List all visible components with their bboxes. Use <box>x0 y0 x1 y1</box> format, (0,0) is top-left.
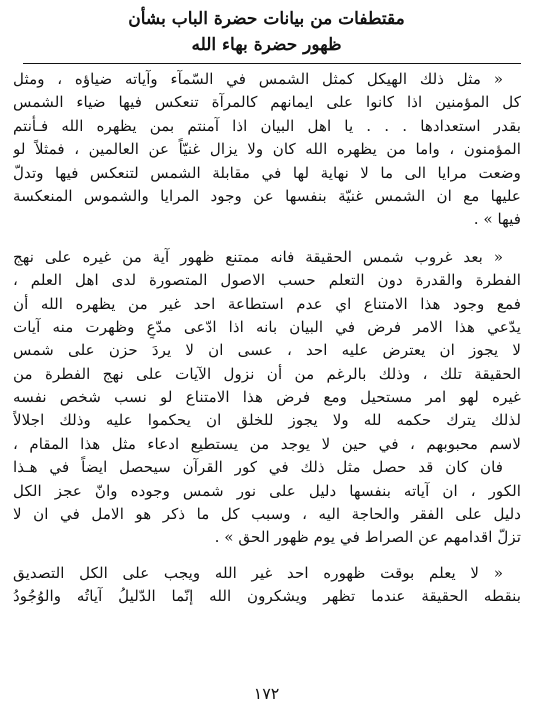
text-line: تزلّ اقدامهم عن الصراط في يوم ظهور الحق » . <box>214 528 521 547</box>
text-line: الكور ، ان آياته بنفسها دليل على نور شمس وجوده وانّ عجز الكل <box>13 481 521 500</box>
text-line: لا يجوز ان يعترض عليه احد ، عسى ان لا يردَ حزن على شمس <box>13 341 521 360</box>
text-line: وضعت مرايا الى ما لا نهاية لها في مقابلة الشمس لتنعكس فيها وتدلّ <box>13 163 521 182</box>
paragraph-spacer <box>13 550 521 562</box>
text-line: فيها » . <box>473 210 521 229</box>
text-line: المؤمنون ، واما من يظهره الله كان ولا يزال غنيّاً عن العالمين ، فمثلاً لو <box>13 140 521 159</box>
text-line: « بعد غروب شمس الحقيقة فانه ممتنع ظهور آية من غيره على نهج <box>13 247 503 266</box>
text-line: « لا يعلم بوقت ظهوره احد غير الله ويجب على الكل التصديق <box>13 563 503 582</box>
text-line: غيره لهو امر مستحيل ومع فرض هذا الامتناع لو نسب شخص نفسه <box>13 388 521 407</box>
page-number: ١٧٢ <box>253 684 280 703</box>
text-line: يدّعي هذا الامر فرض في البيان بانه اذا ادّعى مدّعٍ وظهرت منه آيات <box>13 317 521 336</box>
text-line: فان كان قد حصل مثل ذلك في كور القرآن سيحصل ايضاً في هـذا <box>13 458 503 477</box>
paragraph-3 <box>13 562 521 609</box>
title-line-2: ظهور حضرة بهاء الله <box>191 35 342 55</box>
paragraph-2 <box>13 246 521 550</box>
text-line: فمع وجود هذا الامتناع اي عدم استطاعة احد غير من يظهره الله أن <box>13 294 521 313</box>
text-line: الفطرة والقدرة دون التعلم حسب الاصول المتصورة لدى اهل العلم ، <box>13 271 521 290</box>
text-line: بنقطه الحقيقة عندما تظهر ويشكرون الله إنّما الدّليلُ آياتُه والوُجُودُ <box>13 587 521 606</box>
text-line: بقدر استعدادها . . . يا اهل البيان اذا آمنتم بمن يظهره الله فـأنتم <box>13 116 521 135</box>
text-line: « مثل ذلك الهيكل كمثل الشمس في السّمآء وآياته ضياؤه ، ومثل <box>13 70 503 88</box>
title-divider <box>23 63 521 64</box>
text-line: لذلك يترك حكمه لله ولا يجوز للخلق ان يحكموا عليه وذلك اجلالاً <box>13 411 521 430</box>
text-line: لاسم محبوبهم ، في حين لا يوجد من يستطيع ادعاء مثل هذا المقام ، <box>13 434 521 453</box>
paragraph-1 <box>13 68 521 232</box>
text-line: دليل على الفقر والحاجة اليه ، وسبب كل ما ذكر هو الامل في ان لا <box>13 505 521 524</box>
title-line-1: مقتطفات من بيانات حضرة الباب بشأن <box>128 9 405 29</box>
text-line: كل المؤمنين اذا كانوا على ايمانهم كالمرآة تنعكس فيها ضياء الشمس <box>13 93 521 112</box>
body-text <box>13 68 521 609</box>
paragraph-spacer <box>13 232 521 246</box>
page-title <box>0 6 533 58</box>
text-line: عليها مع ان الشمس غنيّة بنفسها عن وجود المرايا والشموس المنعكسة <box>13 186 521 205</box>
text-line: الحقيقة تلك ، وذلك بالرغم من أن نزول الآيات على نهج الفطرة من <box>13 364 521 383</box>
